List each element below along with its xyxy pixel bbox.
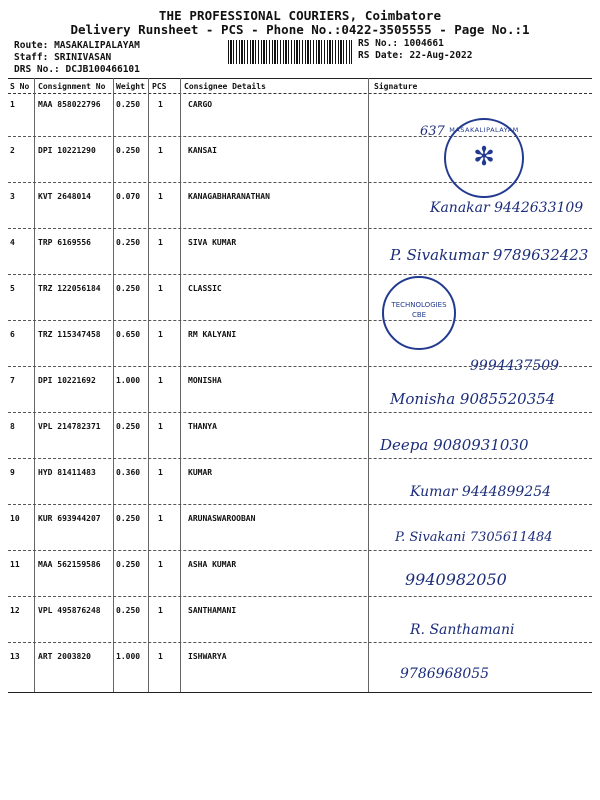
cell-weight: 0.360 [116,468,141,477]
col-header-weight: Weight [116,82,145,91]
row-divider [8,596,592,597]
stamp-seal [444,118,524,198]
col-header-pcs: PCS [152,82,167,91]
stamp-seal [382,276,456,350]
cell-consignee: THANYA [188,422,217,431]
row-divider [8,320,592,321]
stamp-text: MASAKALIPALAYAM [449,126,519,134]
table-row [0,284,600,330]
route-info [14,40,140,51]
signature-row-8: Deepa 9080931030 [380,436,529,454]
cell-pcs: 1 [158,652,163,661]
cell-consignee: ARUNASWAROOBAN [188,514,256,523]
cell-pcs: 1 [158,514,163,523]
rs-no-value: 1004661 [403,38,444,49]
rs-date-label: RS Date: [358,50,404,61]
cell-consignee: KANSAI [188,146,217,155]
col-header-signature: Signature [374,82,418,91]
rs-date-value: 22-Aug-2022 [409,50,473,61]
cell-consignment: VPL 214782371 [38,422,101,431]
cell-sno: 7 [10,376,15,385]
stamp-logo-icon: ✻ [473,142,495,172]
cell-weight: 1.000 [116,376,141,385]
staff-value: SRINIVASAN [54,52,112,63]
cell-consignment: MAA 562159586 [38,560,101,569]
route-label: Route: [14,40,49,51]
cell-sno: 3 [10,192,15,201]
cell-consignee: MONISHA [188,376,222,385]
cell-consignment: MAA 858022796 [38,100,101,109]
cell-pcs: 1 [158,422,163,431]
row-divider [8,228,592,229]
cell-pcs: 1 [158,284,163,293]
cell-sno: 11 [10,560,20,569]
cell-pcs: 1 [158,560,163,569]
cell-pcs: 1 [158,100,163,109]
table-row [0,560,600,606]
col-header-sno: S No [10,82,30,91]
cell-consignment: ART 2003820 [38,652,91,661]
cell-sno: 9 [10,468,15,477]
cell-weight: 0.250 [116,238,141,247]
staff-label: Staff: [14,52,49,63]
row-divider [8,274,592,275]
col-header-consignee: Consignee Details [184,82,266,91]
rs-date-info [358,50,472,61]
cell-consignment: HYD 81411483 [38,468,96,477]
drs-value: DCJB100466101 [65,64,140,75]
cell-sno: 8 [10,422,15,431]
cell-sno: 10 [10,514,20,523]
cell-pcs: 1 [158,238,163,247]
cell-weight: 0.650 [116,330,141,339]
cell-pcs: 1 [158,376,163,385]
cell-sno: 4 [10,238,15,247]
cell-pcs: 1 [158,606,163,615]
rs-no-info [358,38,444,49]
staff-info [14,52,111,63]
row-divider [8,458,592,459]
cell-consignee: RM KALYANI [188,330,237,339]
cell-pcs: 1 [158,146,163,155]
row-divider [8,642,592,643]
cell-consignee: CLASSIC [188,284,222,293]
cell-sno: 13 [10,652,20,661]
drs-label: DRS No.: [14,64,60,75]
col-header-consignment: Consignment No [38,82,106,91]
signature-row-13: 9786968055 [400,666,490,682]
cell-weight: 0.250 [116,100,141,109]
cell-consignment: TRZ 122056184 [38,284,101,293]
cell-sno: 1 [10,100,15,109]
table-row [0,652,600,698]
cell-consignee: SANTHAMANI [188,606,237,615]
cell-weight: 0.250 [116,606,141,615]
table-top-rule [8,78,592,79]
drs-info [14,64,140,75]
signature-row-11: 9940982050 [405,570,507,589]
row-divider [8,504,592,505]
cell-pcs: 1 [158,468,163,477]
cell-consignment: KVT 2648014 [38,192,91,201]
rs-no-label: RS No.: [358,38,399,49]
barcode-image [228,40,352,64]
signature-row-1: 637 [420,124,445,139]
cell-sno: 6 [10,330,15,339]
cell-weight: 0.070 [116,192,141,201]
company-title: THE PROFESSIONAL COURIERS, Coimbatore [158,8,442,23]
signature-row-10: P. Sivakani 7305611484 [395,530,553,545]
stamp-text: TECHNOLOGIES CBE [391,301,447,319]
cell-consignment: VPL 495876248 [38,606,101,615]
cell-weight: 0.250 [116,560,141,569]
cell-consignee: CARGO [188,100,213,109]
runsheet-title: Delivery Runsheet - PCS - Phone No.:0422-3505555 - Page No.:1 [70,22,530,37]
cell-consignment: DPI 10221692 [38,376,96,385]
row-divider [8,550,592,551]
cell-weight: 0.250 [116,284,141,293]
cell-weight: 0.250 [116,514,141,523]
cell-pcs: 1 [158,192,163,201]
cell-weight: 1.000 [116,652,141,661]
cell-sno: 12 [10,606,20,615]
table-header-rule [8,93,592,94]
cell-consignee: SIVA KUMAR [188,238,237,247]
cell-consignee: ASHA KUMAR [188,560,237,569]
signature-row-3: Kanakar 9442633109 [430,200,584,216]
cell-sno: 5 [10,284,15,293]
signature-row-7: Monisha 9085520354 [390,390,556,408]
cell-consignment: DPI 10221290 [38,146,96,155]
cell-consignment: KUR 693944207 [38,514,101,523]
cell-consignee: ISHWARYA [188,652,227,661]
cell-consignee: KANAGABHARANATHAN [188,192,270,201]
cell-consignment: TRP 6169556 [38,238,91,247]
cell-pcs: 1 [158,330,163,339]
signature-row-12: R. Santhamani [410,622,515,638]
signature-row-9: Kumar 9444899254 [410,484,552,500]
cell-weight: 0.250 [116,422,141,431]
cell-sno: 2 [10,146,15,155]
cell-consignment: TRZ 115347458 [38,330,101,339]
cell-consignee: KUMAR [188,468,213,477]
signature-row-4: P. Sivakumar 9789632423 [390,246,589,264]
cell-weight: 0.250 [116,146,141,155]
row-divider [8,412,592,413]
signature-row-6: 9994437509 [470,358,560,374]
route-value: MASAKALIPALAYAM [54,40,140,51]
